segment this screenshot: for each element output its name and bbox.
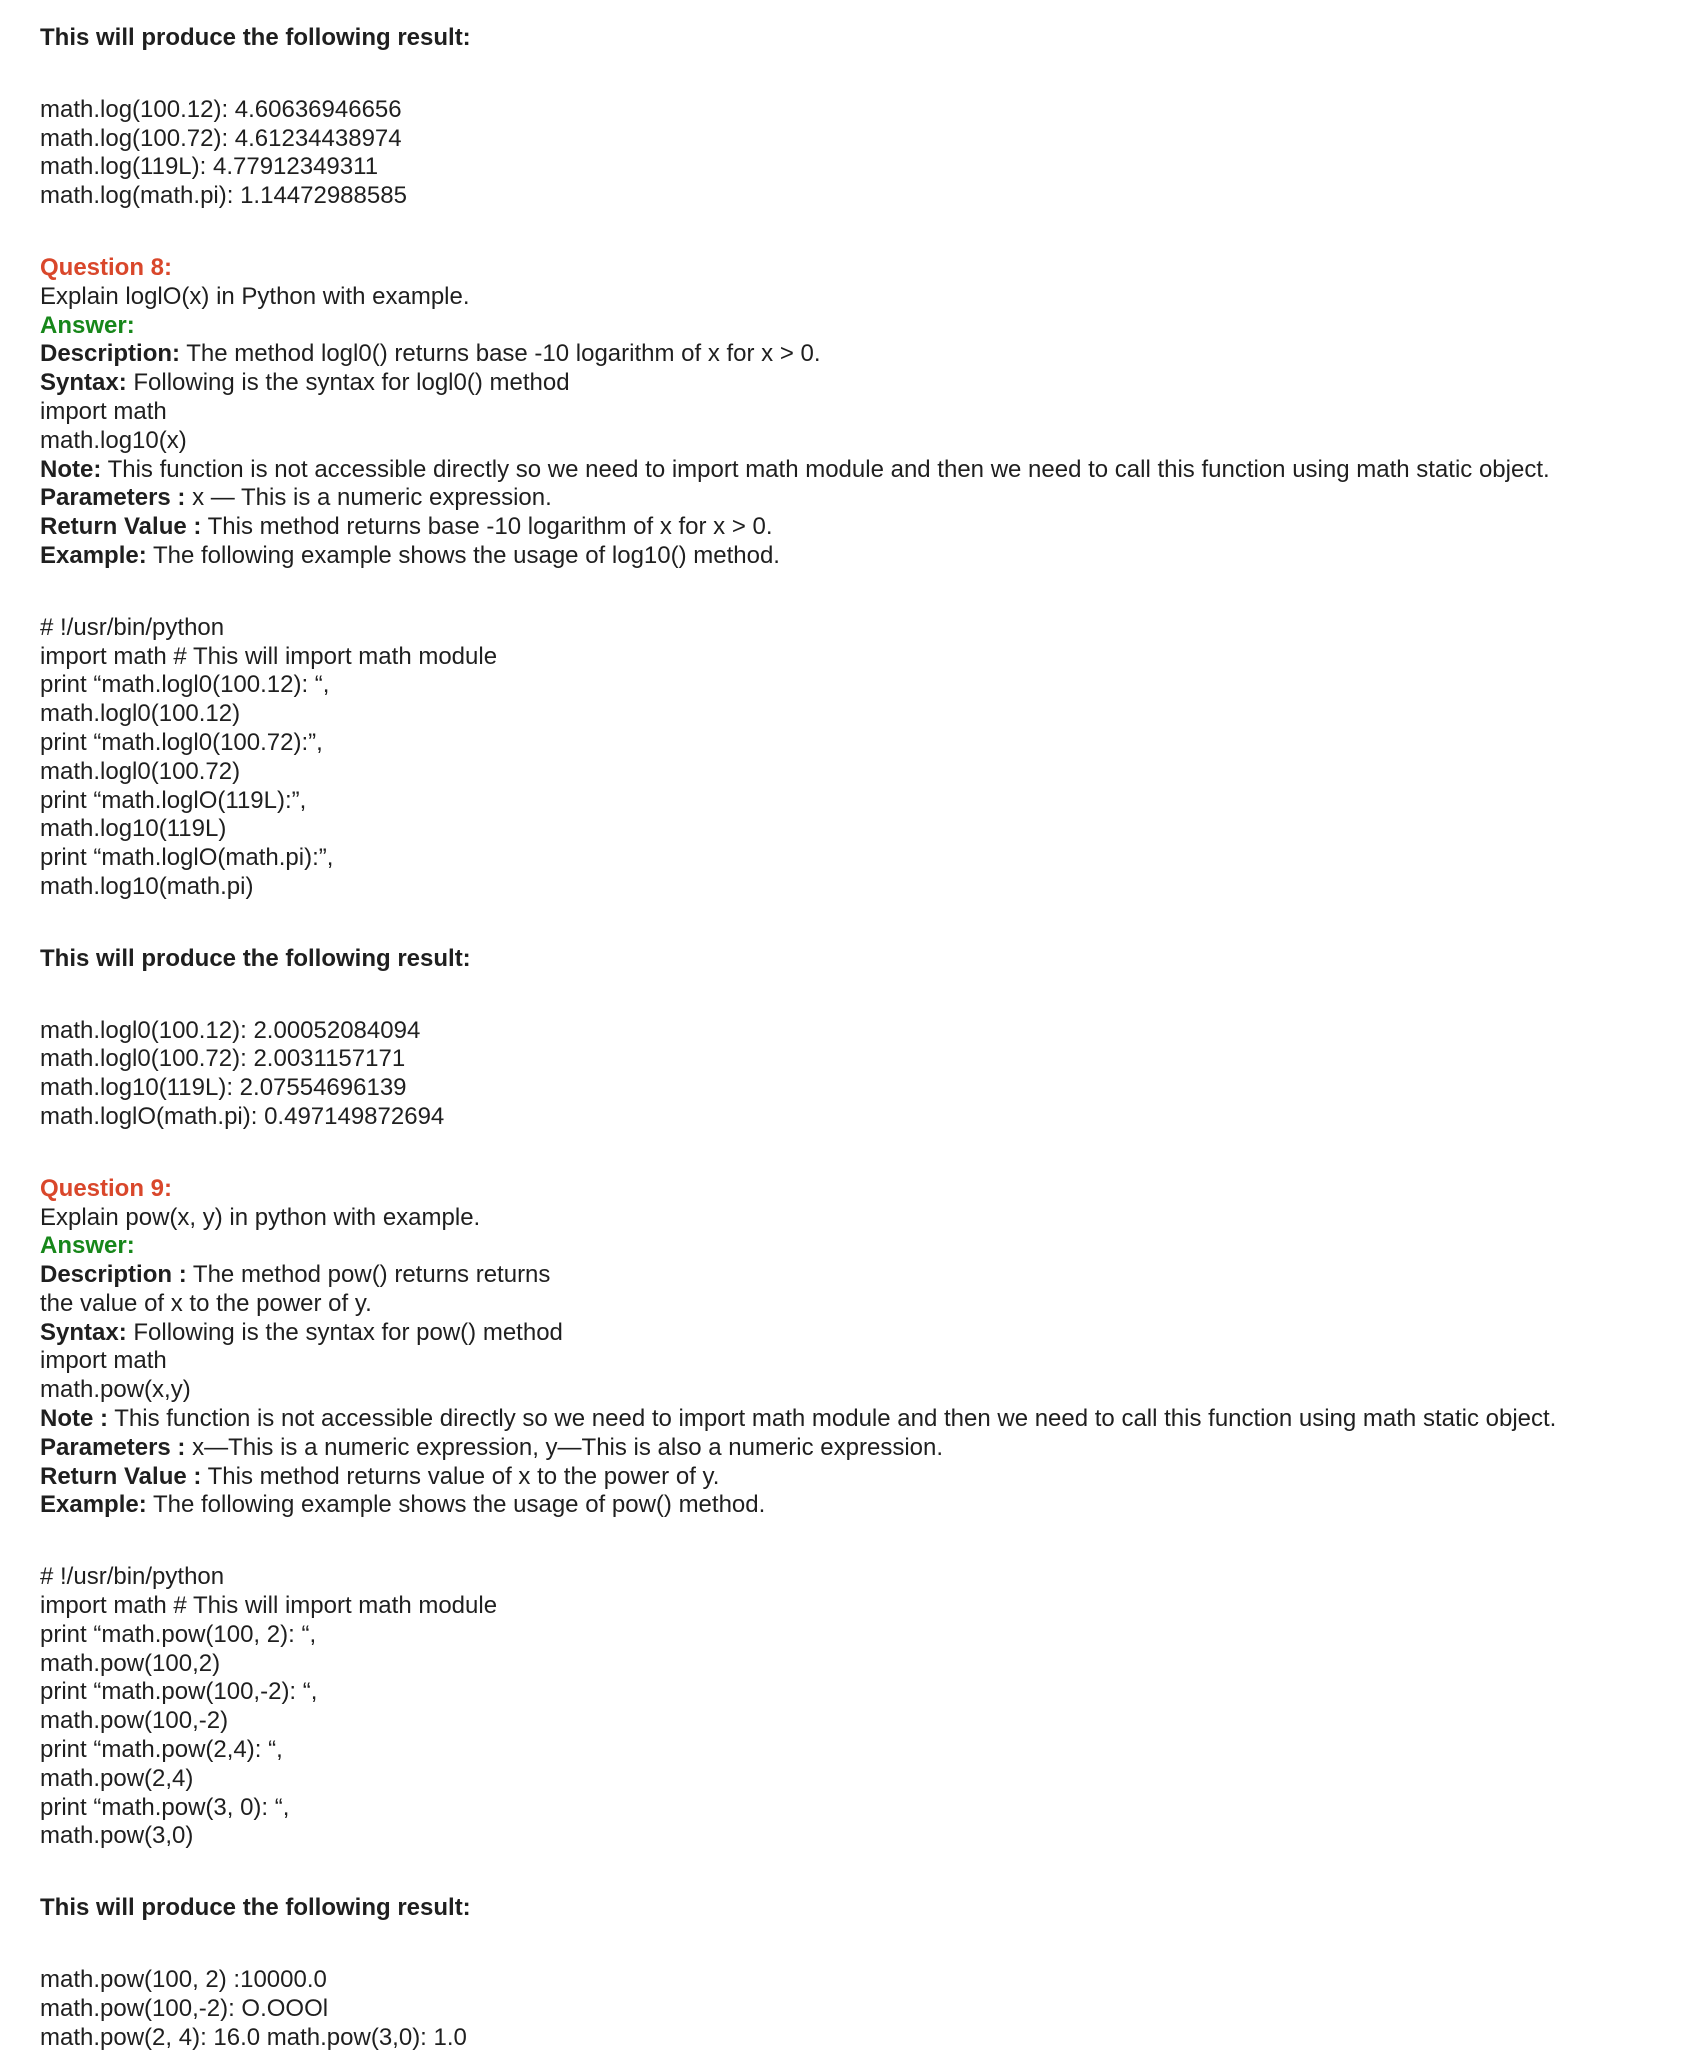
code-line: # !/usr/bin/python: [40, 1563, 225, 1591]
field-text: This method returns value of x to the power of y.: [201, 1462, 720, 1490]
code-line: math.logl0(100.72): [40, 757, 241, 785]
field-label: Example:: [40, 541, 147, 569]
code-line: math.log10(119L): [40, 815, 227, 843]
question-label: Question 9:: [40, 1174, 173, 1202]
field-label: Description :: [40, 1261, 187, 1289]
code-line: print “math.logl0(100.12): “,: [40, 671, 330, 699]
field-text: math.log10(x): [40, 426, 187, 454]
code-line: math.log10(math.pi): [40, 872, 254, 900]
field-text: The following example shows the usage of pow() method.: [146, 1491, 766, 1519]
output-line: math.log(math.pi): 1.14472988585: [40, 182, 407, 210]
code-line: print “math.loglO(math.pi):”,: [40, 844, 334, 872]
qa-block: [40, 1175, 1700, 1521]
output-block: [40, 96, 1700, 211]
output-line: math.logl0(100.12): 2.00052084094: [40, 1016, 421, 1044]
code-line: import math # This will import math module: [40, 1592, 498, 1620]
answer-line: [40, 1347, 1700, 1376]
field-text: import math: [40, 397, 167, 425]
field-text: The method pow() returns returns: [186, 1261, 551, 1289]
code-line: math.pow(100,-2): [40, 1707, 229, 1735]
field-label: Return Value :: [40, 513, 202, 541]
question-label: Question 8:: [40, 253, 173, 281]
field-text: Following is the syntax for pow() method: [126, 1318, 563, 1346]
code-line: print “math.logl0(100.72):”,: [40, 728, 323, 756]
result-heading: This will produce the following result:: [40, 1894, 471, 1922]
output-line: math.logl0(100.72): 2.0031157171: [40, 1045, 406, 1073]
output-line: math.log(100.72): 4.61234438974: [40, 124, 402, 152]
field-label: Description:: [40, 340, 181, 368]
field-label: Note :: [40, 1405, 108, 1433]
heading-block: [40, 24, 1700, 53]
answer-line: [40, 1434, 1700, 1463]
field-text: math.pow(x,y): [40, 1376, 191, 1404]
field-text: x — This is a numeric expression.: [185, 484, 552, 512]
field-label: Return Value :: [40, 1462, 202, 1490]
answer-line: [40, 484, 1700, 513]
field-text: The method logl0() returns base -10 logarithm of x for x > 0.: [180, 340, 821, 368]
field-label: Syntax:: [40, 369, 127, 397]
field-text: x—This is a numeric expression, y—This is also a numeric expression.: [185, 1433, 944, 1461]
field-text: the value of x to the power of y.: [40, 1289, 372, 1317]
field-label: Syntax:: [40, 1318, 127, 1346]
output-line: math.pow(100, 2) :10000.0: [40, 1966, 327, 1994]
code-line: print “math.pow(2,4): “,: [40, 1736, 283, 1764]
output-line: math.pow(2, 4): 16.0 math.pow(3,0): 1.0: [40, 2023, 467, 2051]
output-block: [40, 1017, 1700, 1132]
field-label: Example:: [40, 1491, 147, 1519]
question-text: Explain pow(x, y) in python with example.: [40, 1203, 481, 1231]
output-line: math.log(119L): 4.77912349311: [40, 153, 379, 181]
field-text: This method returns base -10 logarithm of x for x > 0.: [201, 513, 773, 541]
answer-line: [40, 1319, 1700, 1348]
question-text: Explain loglO(x) in Python with example.: [40, 282, 470, 310]
heading-block: [40, 945, 1700, 974]
output-line: math.log(100.12): 4.60636946656: [40, 95, 402, 123]
answer-line: [40, 427, 1700, 456]
answer-line: [40, 1261, 1700, 1290]
heading-block: [40, 1894, 1700, 1923]
code-line: math.pow(100,2): [40, 1649, 221, 1677]
code-line: print “math.pow(3, 0): “,: [40, 1793, 290, 1821]
answer-line: [40, 340, 1700, 369]
code-line: # !/usr/bin/python: [40, 613, 225, 641]
field-text: This function is not accessible directly so we need to import math module and then we need to call this function using math static object.: [108, 1405, 1557, 1433]
answer-label: Answer:: [40, 1232, 135, 1260]
code-line: print “math.pow(100, 2): “,: [40, 1620, 317, 1648]
code-line: math.pow(3,0): [40, 1822, 194, 1850]
code-block: [40, 614, 1700, 902]
answer-line: [40, 1405, 1700, 1434]
code-line: math.pow(2,4): [40, 1764, 194, 1792]
answer-label: Answer:: [40, 311, 135, 339]
answer-line: [40, 398, 1700, 427]
code-line: print “math.loglO(119L):”,: [40, 786, 307, 814]
field-label: Note:: [40, 455, 102, 483]
answer-line: [40, 1290, 1700, 1319]
field-text: Following is the syntax for logl0() method: [126, 369, 570, 397]
code-line: print “math.pow(100,-2): “,: [40, 1678, 318, 1706]
code-block: [40, 1563, 1700, 1851]
result-heading: This will produce the following result:: [40, 24, 471, 51]
field-text: This function is not accessible directly so we need to import math module and then we need to call this function using math static object.: [101, 455, 1550, 483]
answer-line: [40, 1491, 1700, 1520]
code-line: math.logl0(100.12): [40, 700, 241, 728]
qa-block: [40, 254, 1700, 571]
answer-line: [40, 456, 1700, 485]
field-label: Parameters :: [40, 484, 186, 512]
answer-line: [40, 369, 1700, 398]
output-line: math.pow(100,-2): O.OOOl: [40, 1994, 329, 2022]
answer-line: [40, 542, 1700, 571]
field-text: import math: [40, 1347, 167, 1375]
output-line: math.loglO(math.pi): 0.497149872694: [40, 1102, 445, 1130]
answer-line: [40, 1463, 1700, 1492]
code-line: import math # This will import math module: [40, 642, 498, 670]
answer-line: [40, 1376, 1700, 1405]
field-label: Parameters :: [40, 1433, 186, 1461]
field-text: The following example shows the usage of log10() method.: [146, 541, 780, 569]
output-block: [40, 1966, 1700, 2052]
answer-line: [40, 513, 1700, 542]
result-heading: This will produce the following result:: [40, 944, 471, 972]
output-line: math.log10(119L): 2.07554696139: [40, 1074, 407, 1102]
